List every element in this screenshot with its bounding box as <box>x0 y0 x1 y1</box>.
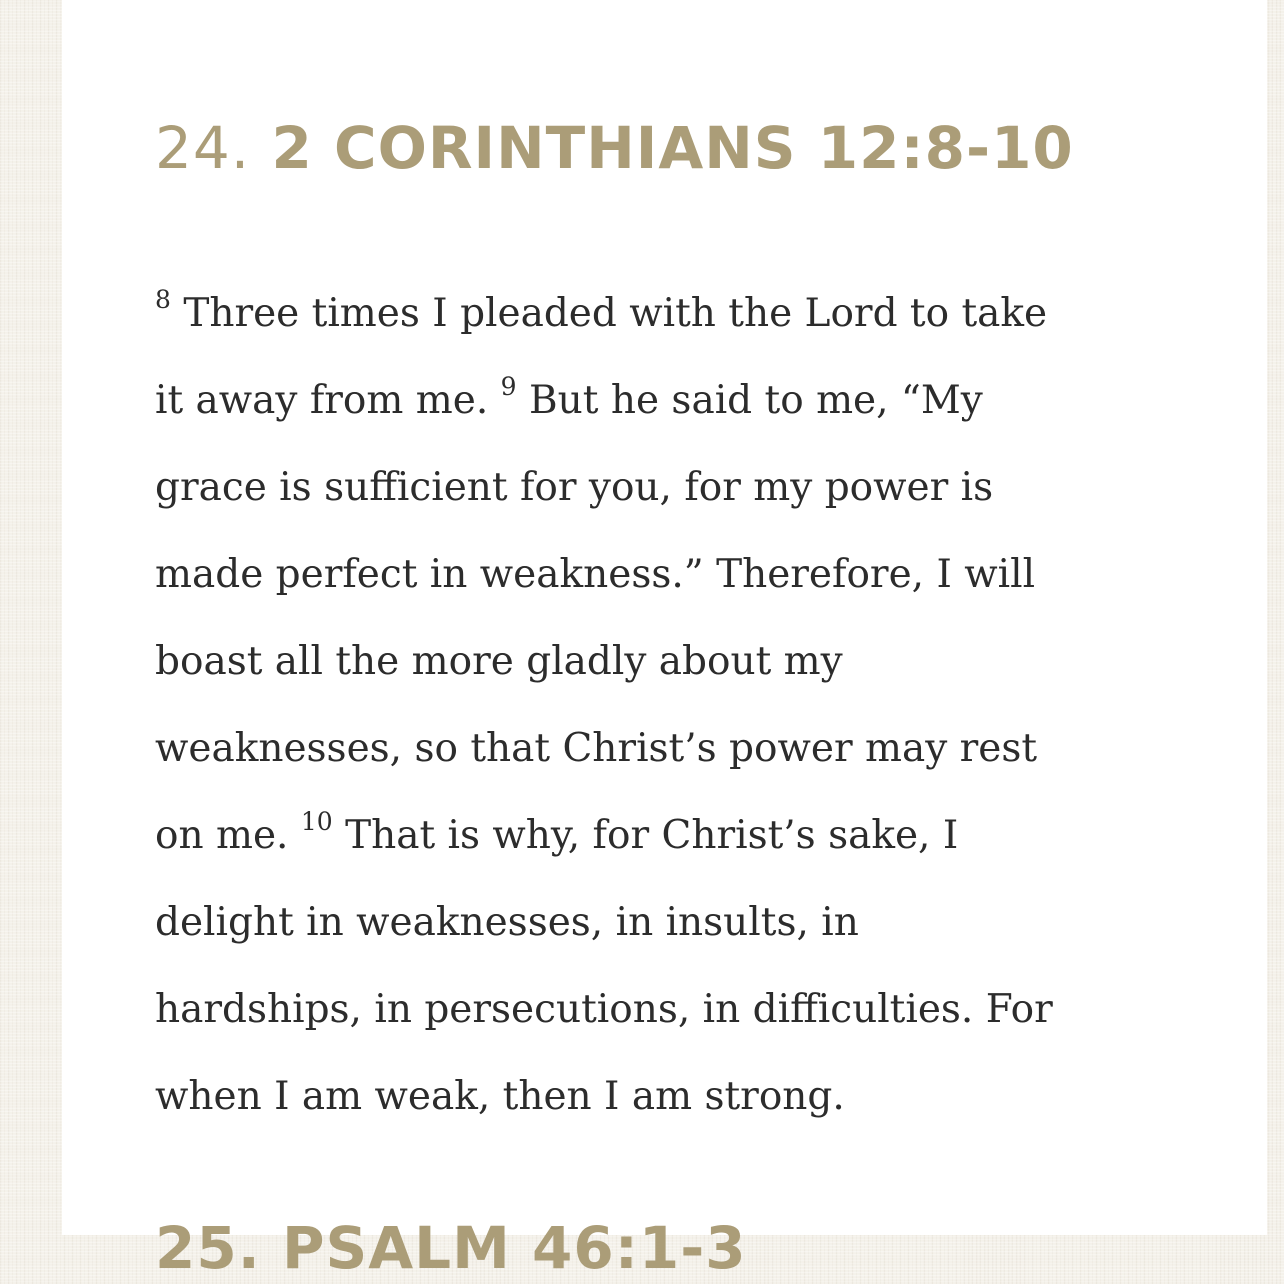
passage-line: boast all the more gladly about my <box>155 639 843 684</box>
passage-text: on me. <box>155 813 289 858</box>
passage-line <box>155 792 1155 879</box>
passage-line: when I am weak, then I am strong. <box>155 1074 845 1119</box>
verse-passage <box>155 270 1155 1140</box>
passage-text: But he said to me, “My <box>528 378 983 423</box>
verse-number: 9 <box>500 372 517 401</box>
passage-line: made perfect in weakness.” Therefore, I will <box>155 552 1036 597</box>
verse-reference: 2 CORINTHIANS 12:8-10 <box>271 114 1074 182</box>
passage-line: weaknesses, so that Christ’s power may rest <box>155 726 1038 771</box>
verse-heading <box>155 112 1074 184</box>
next-verse-heading: 25. PSALM 46:1-3 <box>155 1214 747 1282</box>
passage-line: grace is sufficient for you, for my power is <box>155 465 994 510</box>
passage-line <box>155 270 1155 357</box>
verse-card <box>62 0 1267 1282</box>
passage-line: hardships, in persecutions, in difficulties. For <box>155 987 1053 1032</box>
passage-text: Three times I pleaded with the Lord to take <box>183 291 1048 336</box>
verse-number: 8 <box>155 285 171 314</box>
passage-text: That is why, for Christ’s sake, I <box>345 813 959 858</box>
verse-entry-number: 24. <box>155 114 251 182</box>
passage-line <box>155 357 1155 444</box>
passage-text: it away from me. <box>155 378 489 423</box>
verse-number: 10 <box>300 807 333 836</box>
passage-line: delight in weaknesses, in insults, in <box>155 900 859 945</box>
